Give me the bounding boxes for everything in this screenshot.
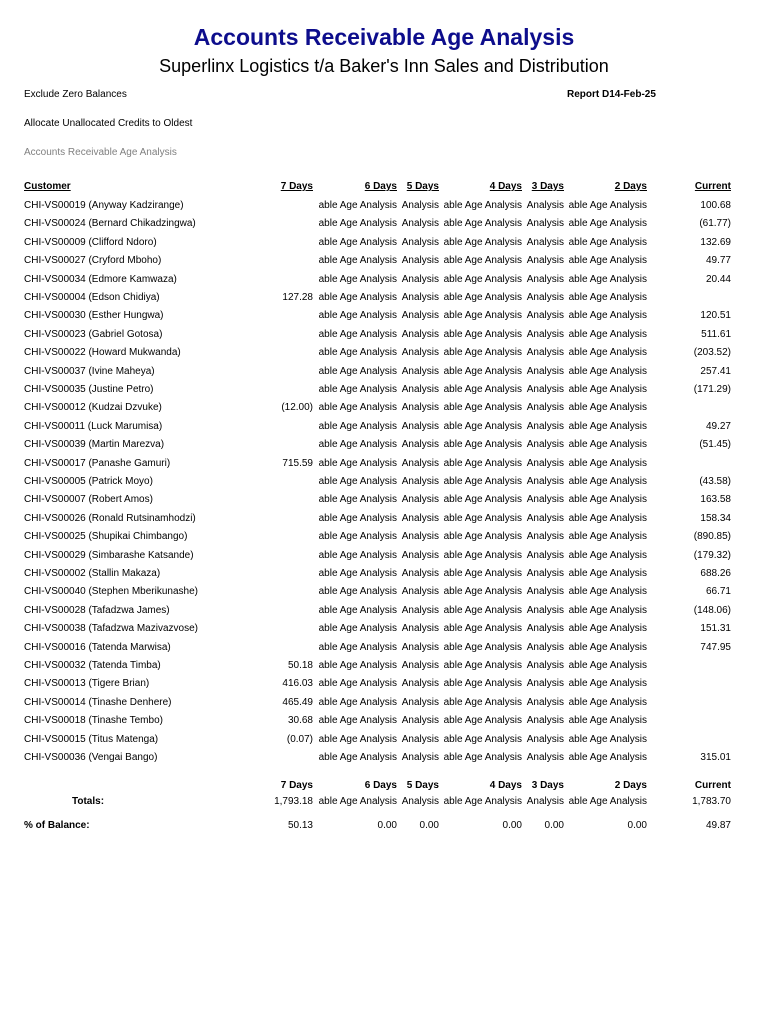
value-2-days: able Age Analysis [568, 696, 647, 708]
customer-name: CHI-VS00017 (Panashe Gamuri) [24, 457, 171, 469]
value-4-days: able Age Analysis [443, 236, 522, 248]
value-5-days: Analysis [401, 218, 439, 230]
value-5-days: Analysis [401, 365, 439, 377]
value-6-days: able Age Analysis [318, 604, 397, 616]
customer-name: CHI-VS00019 (Anyway Kadzirange) [24, 200, 184, 211]
value-5-days: Analysis [401, 476, 439, 487]
value-3-days: Analysis [526, 696, 564, 708]
value-5-days: Analysis [401, 586, 439, 598]
table-row [0, 292, 768, 308]
value-3-days: Analysis [526, 678, 564, 690]
value-7-days: (12.00) [281, 402, 313, 414]
value-4-days: able Age Analysis [443, 439, 522, 451]
value-4-days: able Age Analysis [443, 678, 522, 690]
value-4-days: able Age Analysis [443, 531, 522, 543]
value-3-days: Analysis [526, 420, 564, 432]
table-row [0, 494, 768, 510]
table-row [0, 200, 768, 216]
col-2-days: 2 Days [614, 181, 647, 192]
value-2-days: able Age Analysis [568, 218, 647, 230]
value-6-days: able Age Analysis [318, 641, 397, 653]
value-7-days: 30.68 [287, 715, 313, 727]
value-2-days: able Age Analysis [568, 292, 647, 303]
value-5-days: Analysis [401, 384, 439, 395]
value-3-days: Analysis [526, 604, 564, 616]
report-title: Accounts Receivable Age Analysis [193, 24, 575, 50]
value-current: (203.52) [693, 347, 731, 359]
sum-col-5-days: 5 Days [406, 780, 439, 791]
section-label: Accounts Receivable Age Analysis [24, 147, 177, 158]
value-4-days: able Age Analysis [443, 604, 522, 616]
value-6-days: able Age Analysis [318, 549, 397, 561]
value-3-days: Analysis [526, 531, 564, 543]
value-5-days: Analysis [401, 604, 439, 616]
table-row [0, 274, 768, 290]
value-3-days: Analysis [526, 218, 564, 230]
value-4-days: able Age Analysis [443, 660, 522, 671]
value-current: (51.45) [699, 439, 731, 451]
value-3-days: Analysis [526, 715, 564, 727]
table-row [0, 715, 768, 731]
value-2-days: able Age Analysis [568, 733, 647, 745]
col-5-days: 5 Days [406, 181, 439, 192]
value-6-days: able Age Analysis [318, 476, 397, 487]
customer-name: CHI-VS00034 (Edmore Kamwaza) [24, 273, 177, 285]
col-7-days: 7 Days [280, 181, 313, 192]
customer-name: CHI-VS00002 (Stallin Makaza) [24, 568, 161, 579]
value-2-days: able Age Analysis [568, 200, 647, 211]
value-6-days: able Age Analysis [318, 328, 397, 340]
value-5-days: Analysis [401, 310, 439, 322]
percent-2-days: 0.00 [627, 820, 647, 831]
summary-header-row [0, 780, 768, 796]
customer-name: CHI-VS00032 (Tatenda Timba) [24, 660, 161, 671]
value-4-days: able Age Analysis [443, 752, 522, 763]
value-4-days: able Age Analysis [443, 273, 522, 285]
value-3-days: Analysis [526, 310, 564, 322]
customer-name: CHI-VS00027 (Cryford Mboho) [24, 255, 162, 267]
table-row [0, 605, 768, 621]
value-3-days: Analysis [526, 476, 564, 487]
value-2-days: able Age Analysis [568, 439, 647, 451]
value-4-days: able Age Analysis [443, 310, 522, 322]
value-4-days: able Age Analysis [443, 549, 522, 561]
value-6-days: able Age Analysis [318, 310, 397, 322]
sum-col-6-days: 6 Days [364, 780, 397, 791]
table-row [0, 347, 768, 363]
value-current: 100.68 [700, 200, 731, 211]
value-7-days: 715.59 [282, 457, 313, 469]
value-2-days: able Age Analysis [568, 586, 647, 598]
value-5-days: Analysis [401, 660, 439, 671]
value-2-days: able Age Analysis [568, 604, 647, 616]
value-current: 151.31 [700, 623, 731, 635]
value-3-days: Analysis [526, 512, 564, 524]
totals-row [0, 796, 768, 812]
customer-name: CHI-VS00018 (Tinashe Tembo) [24, 715, 163, 727]
value-current: 688.26 [700, 568, 731, 579]
customer-name: CHI-VS00016 (Tatenda Marwisa) [24, 641, 171, 653]
report-date: Report D14-Feb-25 [567, 89, 656, 100]
customer-name: CHI-VS00024 (Bernard Chikadzingwa) [24, 218, 196, 230]
value-4-days: able Age Analysis [443, 255, 522, 267]
col-current: Current [694, 181, 731, 192]
report-subtitle: Superlinx Logistics t/a Baker's Inn Sales and Distribution [159, 56, 609, 76]
value-current: 163.58 [700, 494, 731, 506]
value-6-days: able Age Analysis [318, 218, 397, 230]
value-2-days: able Age Analysis [568, 457, 647, 469]
customer-name: CHI-VS00013 (Tigere Brian) [24, 678, 150, 690]
value-4-days: able Age Analysis [443, 641, 522, 653]
value-2-days: able Age Analysis [568, 420, 647, 432]
value-3-days: Analysis [526, 568, 564, 579]
customer-name: CHI-VS00040 (Stephen Mberikunashe) [24, 586, 198, 598]
value-6-days: able Age Analysis [318, 715, 397, 727]
customer-name: CHI-VS00011 (Luck Marumisa) [24, 420, 163, 432]
value-5-days: Analysis [401, 568, 439, 579]
value-6-days: able Age Analysis [318, 568, 397, 579]
value-2-days: able Age Analysis [568, 402, 647, 414]
table-row [0, 531, 768, 547]
value-4-days: able Age Analysis [443, 347, 522, 359]
percent-row [0, 820, 768, 836]
value-6-days: able Age Analysis [318, 365, 397, 377]
value-5-days: Analysis [401, 292, 439, 303]
table-row [0, 384, 768, 400]
value-3-days: Analysis [526, 200, 564, 211]
value-6-days: able Age Analysis [318, 512, 397, 524]
value-3-days: Analysis [526, 733, 564, 745]
value-3-days: Analysis [526, 236, 564, 248]
value-current: 49.77 [705, 255, 731, 267]
value-2-days: able Age Analysis [568, 494, 647, 506]
value-5-days: Analysis [401, 494, 439, 506]
value-2-days: able Age Analysis [568, 273, 647, 285]
value-4-days: able Age Analysis [443, 218, 522, 230]
table-row [0, 329, 768, 345]
table-row [0, 660, 768, 676]
value-6-days: able Age Analysis [318, 292, 397, 303]
value-5-days: Analysis [401, 236, 439, 248]
table-row [0, 550, 768, 566]
value-4-days: able Age Analysis [443, 696, 522, 708]
table-row [0, 255, 768, 271]
value-current: 315.01 [700, 752, 731, 763]
value-5-days: Analysis [401, 200, 439, 211]
value-6-days: able Age Analysis [318, 347, 397, 359]
table-row [0, 421, 768, 437]
customer-name: CHI-VS00015 (Titus Matenga) [24, 733, 159, 745]
customer-name: CHI-VS00039 (Martin Marezva) [24, 439, 165, 451]
value-3-days: Analysis [526, 402, 564, 414]
value-6-days: able Age Analysis [318, 660, 397, 671]
value-4-days: able Age Analysis [443, 292, 522, 303]
value-3-days: Analysis [526, 292, 564, 303]
value-5-days: Analysis [401, 420, 439, 432]
value-2-days: able Age Analysis [568, 715, 647, 727]
value-5-days: Analysis [401, 328, 439, 340]
value-3-days: Analysis [526, 255, 564, 267]
table-row [0, 237, 768, 253]
value-5-days: Analysis [401, 531, 439, 543]
customer-name: CHI-VS00036 (Vengai Bango) [24, 752, 158, 763]
table-row [0, 568, 768, 584]
value-4-days: able Age Analysis [443, 457, 522, 469]
value-2-days: able Age Analysis [568, 531, 647, 543]
value-4-days: able Age Analysis [443, 200, 522, 211]
value-4-days: able Age Analysis [443, 402, 522, 414]
value-6-days: able Age Analysis [318, 531, 397, 543]
customer-name: CHI-VS00012 (Kudzai Dzvuke) [24, 402, 162, 414]
value-3-days: Analysis [526, 549, 564, 561]
totals-6-days: able Age Analysis [318, 796, 397, 807]
value-6-days: able Age Analysis [318, 733, 397, 745]
totals-label: Totals: [72, 796, 105, 807]
table-row [0, 697, 768, 713]
value-5-days: Analysis [401, 623, 439, 635]
table-row [0, 439, 768, 455]
value-5-days: Analysis [401, 678, 439, 690]
value-2-days: able Age Analysis [568, 384, 647, 395]
value-3-days: Analysis [526, 328, 564, 340]
value-current: 120.51 [700, 310, 731, 322]
percent-5-days: 0.00 [419, 820, 439, 831]
value-current: (61.77) [699, 218, 731, 230]
col-6-days: 6 Days [364, 181, 397, 192]
value-2-days: able Age Analysis [568, 752, 647, 763]
value-6-days: able Age Analysis [318, 236, 397, 248]
customer-name: CHI-VS00025 (Shupikai Chimbango) [24, 531, 188, 543]
percent-4-days: 0.00 [502, 820, 522, 831]
percent-7-days: 50.13 [287, 820, 313, 831]
value-4-days: able Age Analysis [443, 365, 522, 377]
customer-name: CHI-VS00009 (Clifford Ndoro) [24, 236, 157, 248]
value-7-days: 127.28 [282, 292, 313, 303]
totals-current: 1,783.70 [692, 796, 731, 807]
customer-name: CHI-VS00030 (Esther Hungwa) [24, 310, 164, 322]
value-current: 20.44 [705, 273, 731, 285]
value-current: 49.27 [705, 420, 731, 432]
value-7-days: 50.18 [287, 660, 313, 671]
customer-name: CHI-VS00038 (Tafadzwa Mazivazvose) [24, 623, 198, 635]
value-6-days: able Age Analysis [318, 200, 397, 211]
value-2-days: able Age Analysis [568, 623, 647, 635]
customer-name: CHI-VS00007 (Robert Amos) [24, 494, 153, 506]
table-row [0, 366, 768, 382]
col-3-days: 3 Days [531, 181, 564, 192]
value-5-days: Analysis [401, 347, 439, 359]
value-3-days: Analysis [526, 457, 564, 469]
value-7-days: 465.49 [282, 696, 313, 708]
value-6-days: able Age Analysis [318, 752, 397, 763]
customer-name: CHI-VS00029 (Simbarashe Katsande) [24, 549, 194, 561]
table-row [0, 513, 768, 529]
value-5-days: Analysis [401, 696, 439, 708]
table-row [0, 734, 768, 750]
value-5-days: Analysis [401, 402, 439, 414]
value-current: 257.41 [700, 365, 731, 377]
value-4-days: able Age Analysis [443, 512, 522, 524]
value-2-days: able Age Analysis [568, 641, 647, 653]
table-row [0, 642, 768, 658]
value-4-days: able Age Analysis [443, 623, 522, 635]
value-3-days: Analysis [526, 623, 564, 635]
customer-name: CHI-VS00026 (Ronald Rutsinamhodzi) [24, 512, 196, 524]
value-7-days: (0.07) [286, 733, 313, 745]
value-6-days: able Age Analysis [318, 402, 397, 414]
value-4-days: able Age Analysis [443, 494, 522, 506]
value-3-days: Analysis [526, 384, 564, 395]
value-2-days: able Age Analysis [568, 365, 647, 377]
table-row [0, 623, 768, 639]
table-row [0, 310, 768, 326]
table-row [0, 458, 768, 474]
value-4-days: able Age Analysis [443, 476, 522, 487]
sum-col-3-days: 3 Days [531, 780, 564, 791]
value-6-days: able Age Analysis [318, 439, 397, 451]
value-6-days: able Age Analysis [318, 273, 397, 285]
value-2-days: able Age Analysis [568, 476, 647, 487]
value-current: (148.06) [693, 604, 731, 616]
value-5-days: Analysis [401, 439, 439, 451]
customer-name: CHI-VS00022 (Howard Mukwanda) [24, 347, 181, 359]
value-5-days: Analysis [401, 715, 439, 727]
value-3-days: Analysis [526, 494, 564, 506]
sum-col-current: Current [694, 780, 731, 791]
option-allocate-credits: Allocate Unallocated Credits to Oldest [24, 118, 193, 129]
value-4-days: able Age Analysis [443, 328, 522, 340]
totals-7-days: 1,793.18 [274, 796, 313, 807]
value-3-days: Analysis [526, 752, 564, 763]
customer-name: CHI-VS00028 (Tafadzwa James) [24, 604, 170, 616]
value-2-days: able Age Analysis [568, 310, 647, 322]
customer-name: CHI-VS00023 (Gabriel Gotosa) [24, 328, 163, 340]
option-exclude-zero: Exclude Zero Balances [24, 89, 127, 100]
col-customer: Customer [24, 181, 71, 192]
value-2-days: able Age Analysis [568, 549, 647, 561]
sum-col-4-days: 4 Days [489, 780, 522, 791]
totals-2-days: able Age Analysis [568, 796, 647, 807]
value-current: 66.71 [705, 586, 731, 598]
customer-name: CHI-VS00005 (Patrick Moyo) [24, 476, 153, 487]
percent-6-days: 0.00 [377, 820, 397, 831]
customer-name: CHI-VS00014 (Tinashe Denhere) [24, 696, 172, 708]
value-3-days: Analysis [526, 641, 564, 653]
value-2-days: able Age Analysis [568, 255, 647, 267]
value-6-days: able Age Analysis [318, 586, 397, 598]
value-current: 132.69 [700, 236, 731, 248]
value-4-days: able Age Analysis [443, 715, 522, 727]
table-row [0, 402, 768, 418]
value-2-days: able Age Analysis [568, 678, 647, 690]
value-4-days: able Age Analysis [443, 420, 522, 432]
value-4-days: able Age Analysis [443, 568, 522, 579]
value-4-days: able Age Analysis [443, 586, 522, 598]
value-4-days: able Age Analysis [443, 733, 522, 745]
table-row [0, 752, 768, 768]
value-5-days: Analysis [401, 733, 439, 745]
sum-col-7-days: 7 Days [280, 780, 313, 791]
totals-4-days: able Age Analysis [443, 796, 522, 807]
value-6-days: able Age Analysis [318, 494, 397, 506]
value-5-days: Analysis [401, 457, 439, 469]
customer-name: CHI-VS00004 (Edson Chidiya) [24, 292, 160, 303]
value-current: (43.58) [699, 476, 731, 487]
col-4-days: 4 Days [489, 181, 522, 192]
customer-name: CHI-VS00035 (Justine Petro) [24, 384, 154, 395]
table-row [0, 476, 768, 492]
value-6-days: able Age Analysis [318, 384, 397, 395]
value-2-days: able Age Analysis [568, 660, 647, 671]
value-current: (179.32) [693, 549, 731, 561]
value-5-days: Analysis [401, 255, 439, 267]
value-5-days: Analysis [401, 752, 439, 763]
value-5-days: Analysis [401, 273, 439, 285]
value-6-days: able Age Analysis [318, 457, 397, 469]
value-2-days: able Age Analysis [568, 347, 647, 359]
value-6-days: able Age Analysis [318, 678, 397, 690]
value-3-days: Analysis [526, 439, 564, 451]
percent-label: % of Balance: [24, 820, 90, 831]
value-3-days: Analysis [526, 347, 564, 359]
table-row [0, 218, 768, 234]
value-2-days: able Age Analysis [568, 512, 647, 524]
totals-3-days: Analysis [526, 796, 564, 807]
table-row [0, 586, 768, 602]
table-row [0, 678, 768, 694]
value-3-days: Analysis [526, 586, 564, 598]
value-2-days: able Age Analysis [568, 236, 647, 248]
percent-current: 49.87 [705, 820, 731, 831]
value-3-days: Analysis [526, 660, 564, 671]
value-3-days: Analysis [526, 273, 564, 285]
value-2-days: able Age Analysis [568, 328, 647, 340]
value-2-days: able Age Analysis [568, 568, 647, 579]
sum-col-2-days: 2 Days [614, 780, 647, 791]
totals-5-days: Analysis [401, 796, 439, 807]
value-6-days: able Age Analysis [318, 420, 397, 432]
value-6-days: able Age Analysis [318, 255, 397, 267]
value-current: 747.95 [700, 641, 731, 653]
value-current: (890.85) [693, 531, 731, 543]
value-5-days: Analysis [401, 641, 439, 653]
value-4-days: able Age Analysis [443, 384, 522, 395]
value-current: 511.61 [701, 328, 731, 340]
value-current: 158.34 [700, 512, 731, 524]
column-header-row [0, 181, 768, 197]
percent-3-days: 0.00 [544, 820, 564, 831]
value-3-days: Analysis [526, 365, 564, 377]
value-5-days: Analysis [401, 549, 439, 561]
value-current: (171.29) [693, 384, 731, 395]
value-6-days: able Age Analysis [318, 623, 397, 635]
customer-name: CHI-VS00037 (Ivine Maheya) [24, 365, 155, 377]
value-5-days: Analysis [401, 512, 439, 524]
value-7-days: 416.03 [282, 678, 313, 690]
value-6-days: able Age Analysis [318, 696, 397, 708]
